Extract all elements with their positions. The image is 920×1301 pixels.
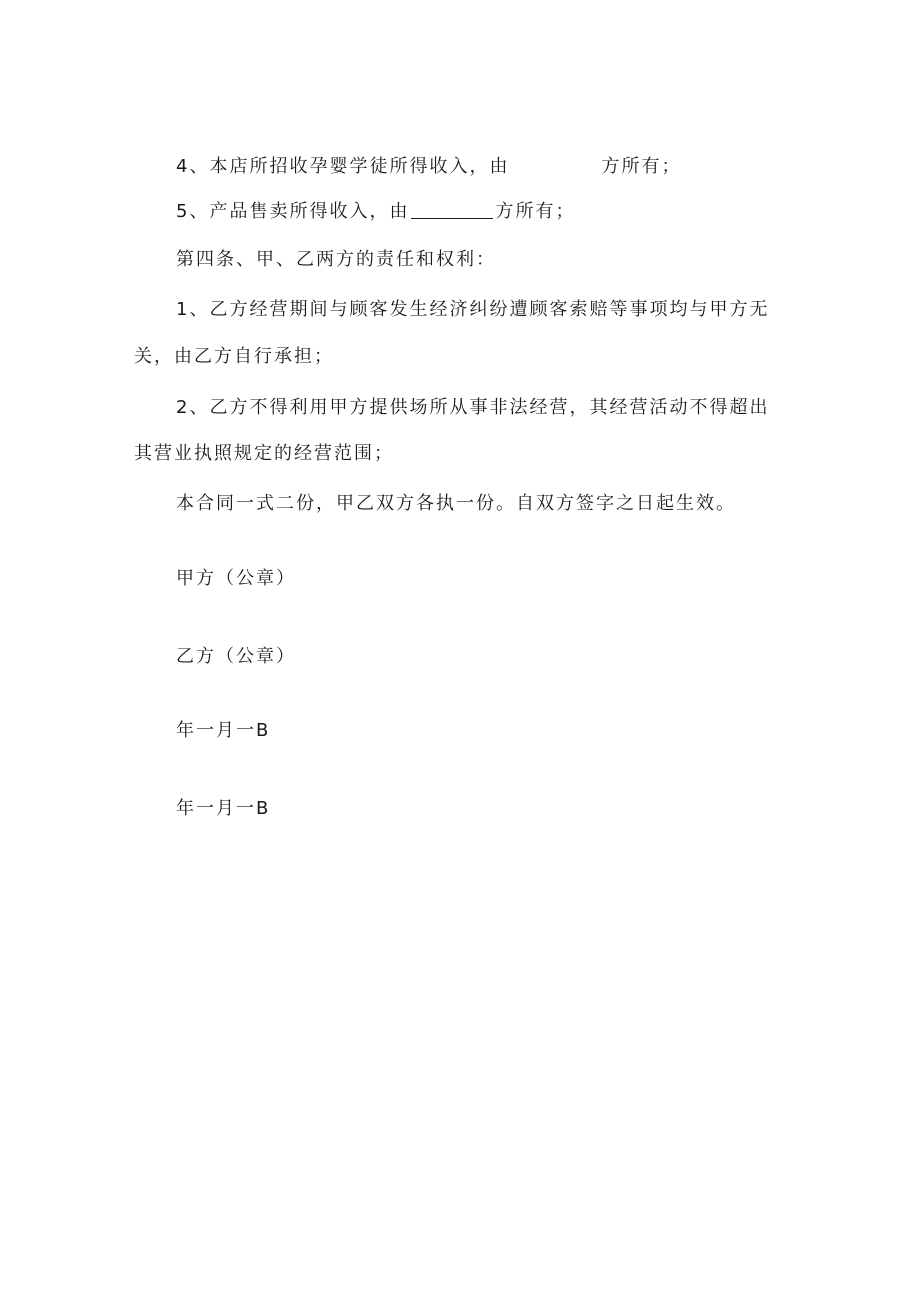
party-a-date: 年一月一B (176, 720, 271, 741)
item-2-line-1: 2、乙方不得利用甲方提供场所从事非法经营，其经营活动不得超出 (176, 397, 770, 418)
party-b-date: 年一月一B (176, 798, 271, 819)
clause-4-text: 4、本店所招收孕婴学徒所得收入，由 (176, 156, 510, 177)
article-4-heading: 第四条、甲、乙两方的责任和权利： (176, 249, 496, 270)
clause-4-suffix: 方所有； (601, 156, 682, 177)
clause-5-blank (411, 200, 493, 219)
item-1-line-2: 关，由乙方自行承担； (134, 346, 334, 367)
effect-clause: 本合同一式二份，甲乙双方各执一份。自双方签字之日起生效。 (176, 493, 736, 514)
clause-5-suffix: 方所有； (495, 201, 576, 222)
clause-5-text: 5、产品售卖所得收入，由 (176, 201, 410, 222)
party-a-seal: 甲方（公章） (176, 568, 296, 589)
item-2-line-2: 其营业执照规定的经营范围； (134, 443, 394, 464)
clause-4 (176, 155, 681, 179)
clause-5 (176, 200, 575, 224)
item-1-line-1: 1、乙方经营期间与顾客发生经济纠纷遭顾客索赔等事项均与甲方无 (176, 299, 770, 320)
party-b-seal: 乙方（公章） (176, 646, 296, 667)
